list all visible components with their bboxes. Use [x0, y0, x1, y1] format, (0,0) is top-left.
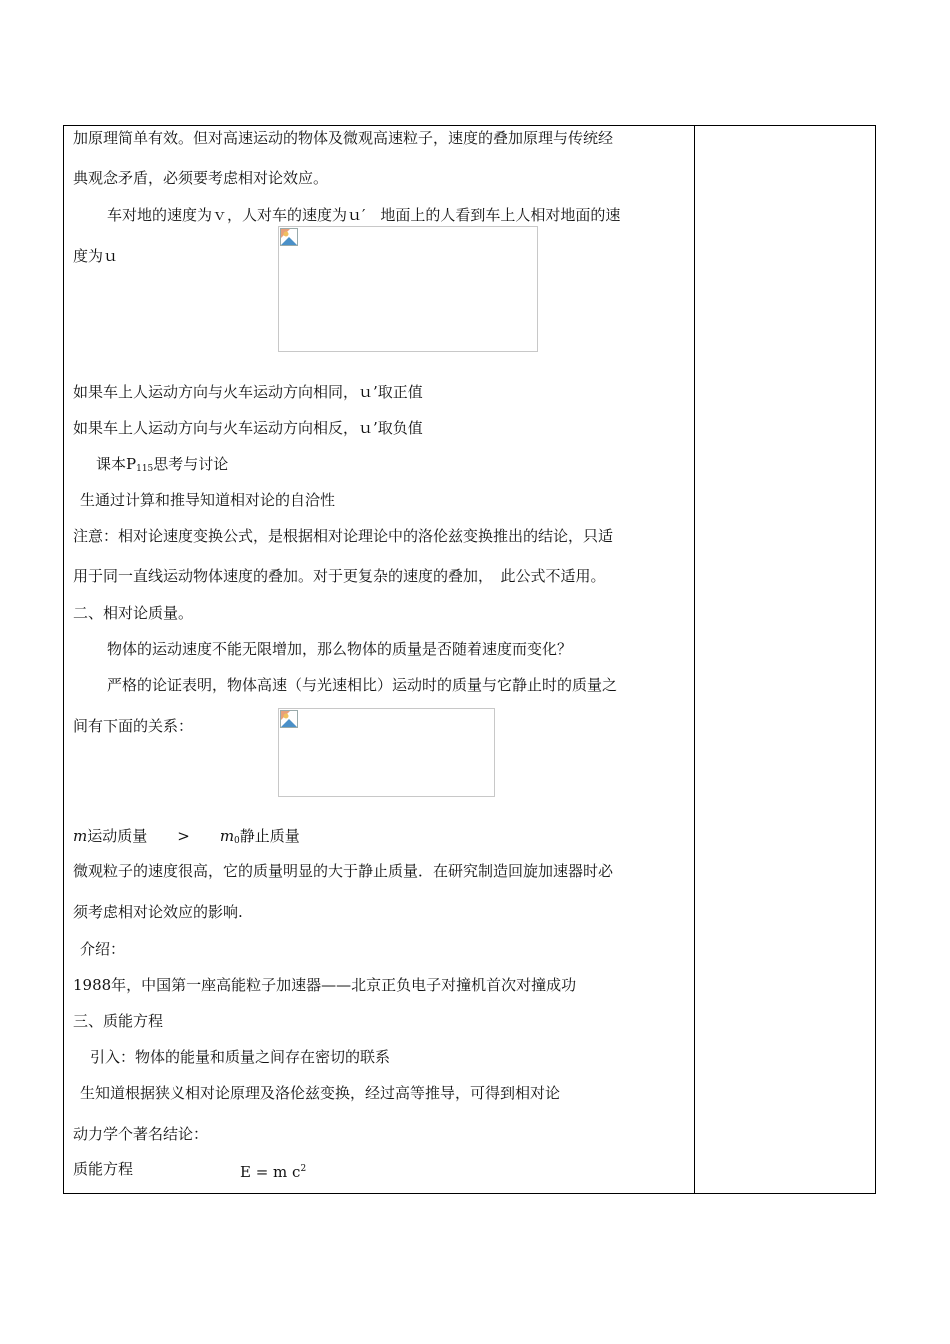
text-line: 生知道根据狭义相对论原理及洛伦兹变换，经过高等推导，可得到相对论 — [80, 1084, 561, 1102]
text-line: 引入：物体的能量和质量之间存在密切的联系 — [90, 1048, 391, 1066]
text-line: 注意：相对论速度变换公式，是根据相对论理论中的洛伦兹变换推出的结论，只适 — [73, 527, 614, 545]
equation: E = m $c^2$ — [240, 1163, 307, 1181]
text-line: 物体的运动速度不能无限增加，那么物体的质量是否随着速度而变化？ — [107, 640, 573, 658]
section-heading: 三、质能方程 — [73, 1012, 164, 1030]
text-line: 1988年，中国第一座高能粒子加速器——北京正负电子对撞机首次对撞成功 — [73, 976, 577, 994]
text-line: m运动质量 > $m_0$静止质量 — [73, 827, 300, 846]
equation-label: 质能方程 — [73, 1160, 134, 1178]
broken-image-icon — [280, 710, 298, 728]
text-line: 生通过计算和推导知道相对论的自洽性 — [80, 491, 336, 509]
text-line: 用于同一直线运动物体速度的叠加。对于更复杂的速度的叠加， 此公式不适用。 — [73, 567, 606, 585]
formula-image-velocity — [278, 226, 538, 352]
column-divider — [694, 125, 695, 1194]
broken-image-icon — [280, 228, 298, 246]
text-line: 如果车上人运动方向与火车运动方向相同，ｕ’取正值 — [73, 383, 423, 401]
text-line: 严格的论证表明，物体高速（与光速相比）运动时的质量与它静止时的质量之 — [107, 676, 618, 694]
text-line: 课本$P_{115}$思考与讨论 — [96, 455, 229, 474]
text-line: 须考虑相对论效应的影响. — [73, 903, 243, 921]
text-line: 车对地的速度为ｖ，人对车的速度为ｕ′ 地面上的人看到车上人相对地面的速 — [107, 206, 621, 224]
text-line: 介绍： — [80, 940, 126, 958]
text-line: 如果车上人运动方向与火车运动方向相反，ｕ’取负值 — [73, 419, 423, 437]
text-line: 动力学个著名结论： — [73, 1125, 209, 1143]
formula-image-mass — [278, 708, 495, 797]
text-line: 度为ｕ — [73, 247, 119, 265]
section-heading: 二、相对论质量。 — [73, 604, 194, 622]
text-line: 典观念矛盾，必须要考虑相对论效应。 — [73, 169, 329, 187]
text-line: 间有下面的关系： — [73, 717, 194, 735]
text-line: 微观粒子的速度很高，它的质量明显的大于静止质量．在研究制造回旋加速器时必 — [73, 862, 614, 880]
text-line: 加原理简单有效。但对高速运动的物体及微观高速粒子，速度的叠加原理与传统经 — [73, 129, 614, 147]
